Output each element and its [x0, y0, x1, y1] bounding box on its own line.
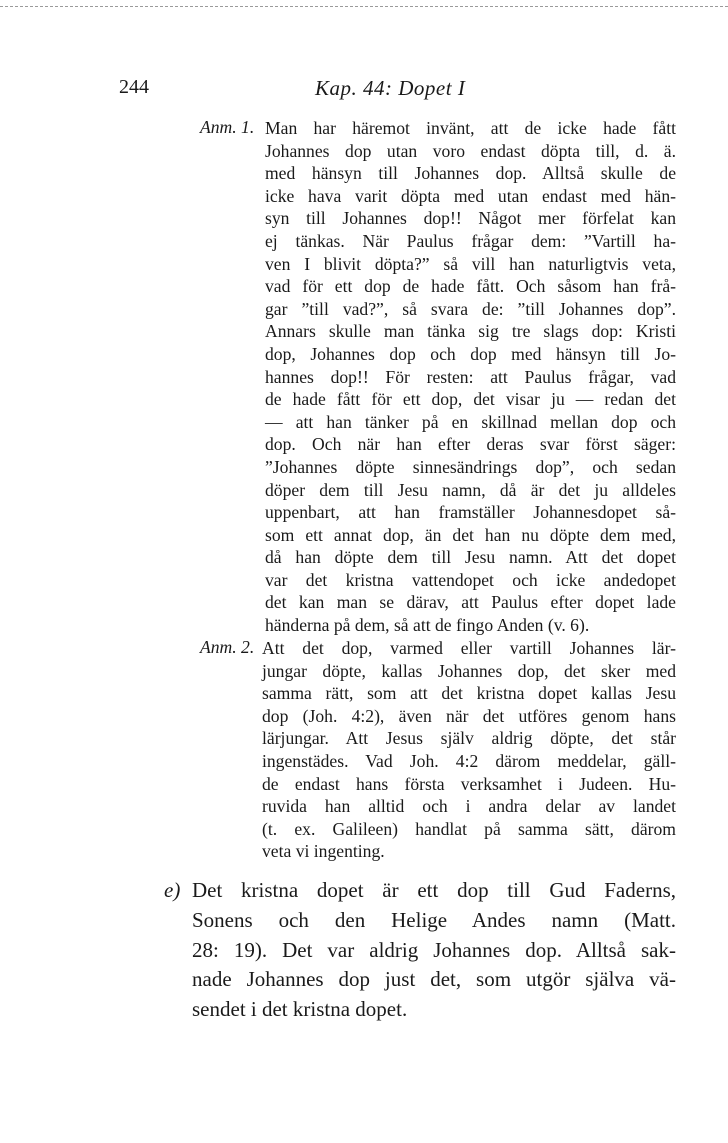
note-2-line: lärjungar. Att Jesus själv aldrig döpte, det står: [262, 728, 676, 749]
section-e-line: Det kristna dopet är ett dop till Gud Faderns,: [192, 878, 676, 902]
note-1-line: Annars skulle man tänka sig tre slags dop: Kristi: [265, 321, 676, 342]
running-head: Kap. 44: Dopet I: [315, 76, 466, 100]
page-header: [0, 76, 728, 102]
note-1-line: det kan man se därav, att Paulus efter dopet lade: [265, 592, 676, 613]
page-number: 244: [119, 76, 149, 98]
note-1-line: som ett annat dop, än det han nu döpte dem med,: [265, 524, 676, 545]
note-1-line: döper dem till Jesu namn, då är det ju alldeles: [265, 479, 676, 500]
note-1-line: då han döpte dem till Jesu namn. Att det dopet: [265, 547, 676, 568]
note-1-line: var det kristna vattendopet och icke andedopet: [265, 569, 676, 590]
note-1-line: med hänsyn till Johannes dop. Alltså skulle de: [265, 163, 676, 184]
note-1-line: ven I blivit döpta?” så vill han naturligtvis veta,: [265, 253, 676, 274]
note-1-line: hannes dop!! För resten: att Paulus frågar, vad: [265, 366, 676, 387]
note-2-line: ingenstädes. Vad Joh. 4:2 därom meddelar, gäll-: [262, 750, 676, 771]
note-1-line: syn till Johannes dop!! Något mer förfelat kan: [265, 208, 676, 229]
note-1-line: händerna på dem, så att de fingo Anden (v. 6).: [265, 615, 590, 636]
note-1-line: dop. Och när han efter deras svar först säger:: [265, 434, 676, 455]
note-1-line: dop, Johannes dop och dop med hänsyn till Jo-: [265, 343, 676, 364]
note-1-line: de hade fått för ett dop, det visar ju — redan det: [265, 389, 676, 410]
note-1-line: ”Johannes döpte sinnesändrings dop”, och sedan: [265, 456, 676, 477]
top-edge-rule: [0, 6, 728, 7]
section-e-line: nade Johannes dop just det, som utgör själva vä-: [192, 967, 676, 992]
section-e-line: 28: 19). Det var aldrig Johannes dop. Alltså sak-: [192, 937, 676, 962]
note-2-line: ruvida han alltid och i andra delar av landet: [262, 796, 676, 817]
note-1-body: [265, 117, 676, 637]
note-2-line: Att det dop, varmed eller vartill Johannes lär-: [262, 638, 676, 658]
note-1-label: Anm. 1.: [200, 117, 255, 137]
note-1-line: icke hava varit döpta med utan endast med hän-: [265, 185, 676, 206]
note-1-line: Man har häremot invänt, att de icke hade fått: [265, 118, 676, 138]
note-2-line: samma rätt, som att det kristna dopet kallas Jesu: [262, 683, 676, 704]
note-1-line: uppenbart, att han framställer Johannesdopet så-: [265, 502, 676, 523]
note-1-line: Johannes dop utan voro endast döpta till, d. ä.: [265, 140, 676, 161]
note-2-line: veta vi ingenting.: [262, 841, 385, 862]
note-2-line: de endast hans första verksamhet i Judeen. Hu-: [262, 773, 676, 794]
note-1-line: — att han tänker på en skillnad mellan dop och: [265, 411, 676, 432]
section-e-label: e): [164, 878, 181, 902]
note-2-body: [262, 637, 676, 863]
note-1-line: gar ”till vad?”, så svara de: ”till Johannes dop”.: [265, 298, 676, 319]
note-2-line: jungar döpte, kallas Johannes dop, det sker med: [262, 660, 676, 681]
section-e-line: sendet i det kristna dopet.: [192, 997, 408, 1022]
note-1-line: vad för ett dop de hade fått. Och såsom han frå-: [265, 276, 676, 297]
note-2-line: (t. ex. Galileen) handlat på samma sätt, därom: [262, 818, 676, 839]
note-1-line: ej tänkas. När Paulus frågar dem: ”Vartill ha-: [265, 230, 676, 251]
note-2-line: dop (Joh. 4:2), även när det utföres genom hans: [262, 705, 676, 726]
note-2-label: Anm. 2.: [200, 637, 255, 657]
section-e-line: Sonens och den Helige Andes namn (Matt.: [192, 907, 676, 932]
section-e-body: [192, 876, 676, 1025]
